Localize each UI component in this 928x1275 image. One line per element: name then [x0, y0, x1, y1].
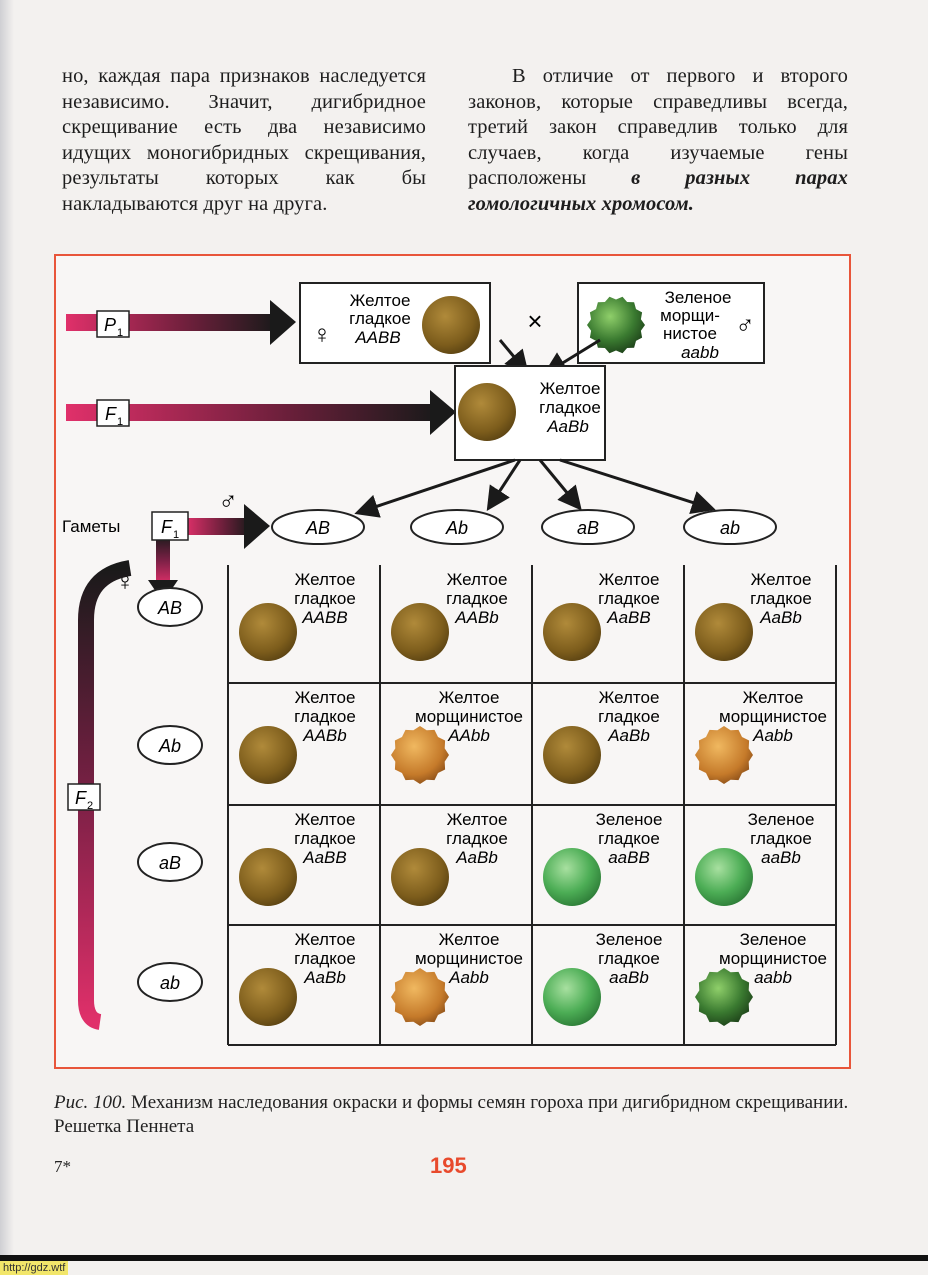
cell-shape: морщинистое [415, 707, 523, 726]
svg-text:гладкое: гладкое [539, 398, 601, 417]
seed-yellow-smooth-icon [239, 848, 297, 906]
cell-shape: гладкое [598, 949, 660, 968]
svg-text:1: 1 [173, 529, 180, 541]
cell-shape: гладкое [750, 589, 812, 608]
gamete-label: aB [576, 518, 600, 538]
caption-text: Механизм наследования окраски и формы семян гороха при дигибридном скрещивании. Решетка Пеннета [54, 1092, 849, 1137]
svg-text:AaBb: AaBb [547, 417, 589, 436]
cell-color: Желтое [294, 930, 356, 949]
seed-yellow-smooth-icon [458, 383, 516, 441]
cross-symbol: × [527, 306, 543, 336]
cell-genotype: AaBB [607, 608, 651, 627]
gametes-f1-label [152, 512, 188, 541]
cell-genotype: AaBb [456, 848, 498, 867]
svg-text:Желтое: Желтое [539, 379, 601, 398]
cell-genotype: Aabb [753, 726, 793, 745]
cell-shape: морщинистое [719, 707, 827, 726]
cell-shape: гладкое [294, 707, 356, 726]
f2-label [68, 784, 100, 812]
caption-label: Рис. 100. [54, 1092, 127, 1113]
cell-genotype: AaBB [303, 848, 347, 867]
cell-genotype: aabb [754, 968, 792, 987]
emphasis-text: в разных парах гомологичных хромосом. [468, 167, 848, 215]
gamete-label: Ab [158, 736, 182, 756]
seed-green-smooth-icon [695, 848, 753, 906]
seed-yellow-smooth-icon [239, 968, 297, 1026]
cell-color: Желтое [294, 570, 356, 589]
f1-label [97, 400, 129, 428]
svg-text:P: P [104, 315, 117, 335]
gamete-label: aB [158, 853, 182, 873]
cell-genotype: Aabb [449, 968, 489, 987]
parent-male-box [578, 283, 764, 363]
male-symbol: ♂ [735, 310, 755, 340]
seed-green-smooth-icon [543, 848, 601, 906]
seed-yellow-smooth-icon [695, 603, 753, 661]
svg-text:Зеленое: Зеленое [664, 288, 732, 307]
seed-green-smooth-icon [543, 968, 601, 1026]
cell-genotype: AABB [302, 608, 348, 627]
cell-genotype: AABb [303, 726, 347, 745]
cell-shape: морщинистое [415, 949, 523, 968]
seed-yellow-smooth-icon [239, 726, 297, 784]
parent-female-box [300, 283, 490, 363]
cell-genotype: AaBb [304, 968, 346, 987]
svg-text:AABB: AABB [355, 328, 401, 347]
male-symbol: ♂ [218, 486, 238, 516]
cell-color: Желтое [294, 810, 356, 829]
paragraph-text: В отличие от первого и второго законов, которые справедливы всегда, третий закон справедлив только для случаев, когда изучаемые гены расположены [468, 65, 848, 189]
gamete-label: ab [719, 518, 741, 538]
seed-yellow-smooth-icon [422, 296, 480, 354]
cell-shape: гладкое [750, 829, 812, 848]
cell-shape: морщинистое [719, 949, 827, 968]
page-number: 195 [430, 1153, 467, 1178]
gamete-label: AB [157, 598, 183, 618]
svg-text:1: 1 [117, 416, 124, 428]
cell-genotype: AABb [455, 608, 499, 627]
cell-color: Желтое [438, 688, 500, 707]
cell-genotype: aaBB [608, 848, 650, 867]
cell-color: Желтое [742, 688, 804, 707]
cell-color: Желтое [294, 688, 356, 707]
cell-shape: гладкое [294, 589, 356, 608]
cell-color: Желтое [446, 570, 508, 589]
svg-text:морщи-: морщи- [660, 306, 720, 325]
gametes-label: Гаметы [62, 517, 121, 536]
cell-color: Зеленое [595, 930, 663, 949]
seed-yellow-smooth-icon [391, 848, 449, 906]
gamete-label: Ab [445, 518, 469, 538]
gamete-label: ab [159, 973, 181, 993]
cell-genotype: AAbb [448, 726, 490, 745]
cell-color: Желтое [598, 570, 660, 589]
svg-text:нистое: нистое [663, 324, 717, 343]
cell-genotype: aaBb [609, 968, 649, 987]
cell-color: Желтое [750, 570, 812, 589]
cell-shape: гладкое [294, 949, 356, 968]
cell-shape: гладкое [598, 589, 660, 608]
seed-yellow-smooth-icon [239, 603, 297, 661]
cell-color: Зеленое [747, 810, 815, 829]
cell-color: Желтое [598, 688, 660, 707]
seed-yellow-smooth-icon [543, 726, 601, 784]
cell-shape: гладкое [598, 829, 660, 848]
signature-mark: 7* [54, 1157, 71, 1176]
svg-text:Желтое: Желтое [349, 291, 411, 310]
cell-shape: гладкое [598, 707, 660, 726]
seed-yellow-smooth-icon [391, 603, 449, 661]
p1-label [97, 311, 129, 339]
cell-genotype: AaBb [760, 608, 802, 627]
figure-caption [54, 1091, 854, 1139]
svg-text:F: F [161, 517, 172, 537]
cell-color: Зеленое [595, 810, 663, 829]
scan-edge-bar [0, 1255, 928, 1261]
cell-color: Зеленое [739, 930, 807, 949]
svg-text:F: F [105, 404, 116, 424]
cell-genotype: AaBb [608, 726, 650, 745]
cell-shape: гладкое [294, 829, 356, 848]
gamete-label: AB [305, 518, 331, 538]
cell-color: Желтое [446, 810, 508, 829]
svg-text:2: 2 [87, 800, 94, 812]
cell-color: Желтое [438, 930, 500, 949]
svg-text:1: 1 [117, 327, 124, 339]
seed-yellow-smooth-icon [543, 603, 601, 661]
female-symbol: ♀ [312, 319, 332, 349]
f1-box [455, 366, 605, 460]
svg-text:гладкое: гладкое [349, 309, 411, 328]
cell-genotype: aaBb [761, 848, 801, 867]
svg-text:F: F [75, 788, 86, 808]
svg-text:aabb: aabb [681, 343, 719, 362]
watermark-link[interactable]: http://gdz.wtf [0, 1261, 68, 1275]
paragraph: но, каждая пара признаков наследуется независимо. Значит, дигибридное скрещивание есть два независимо идущих моногибридных скрещивания, результаты которых как бы накладываются друг на друга. [62, 65, 426, 215]
female-symbol: ♀ [115, 566, 135, 596]
cell-shape: гладкое [446, 829, 508, 848]
cell-shape: гладкое [446, 589, 508, 608]
